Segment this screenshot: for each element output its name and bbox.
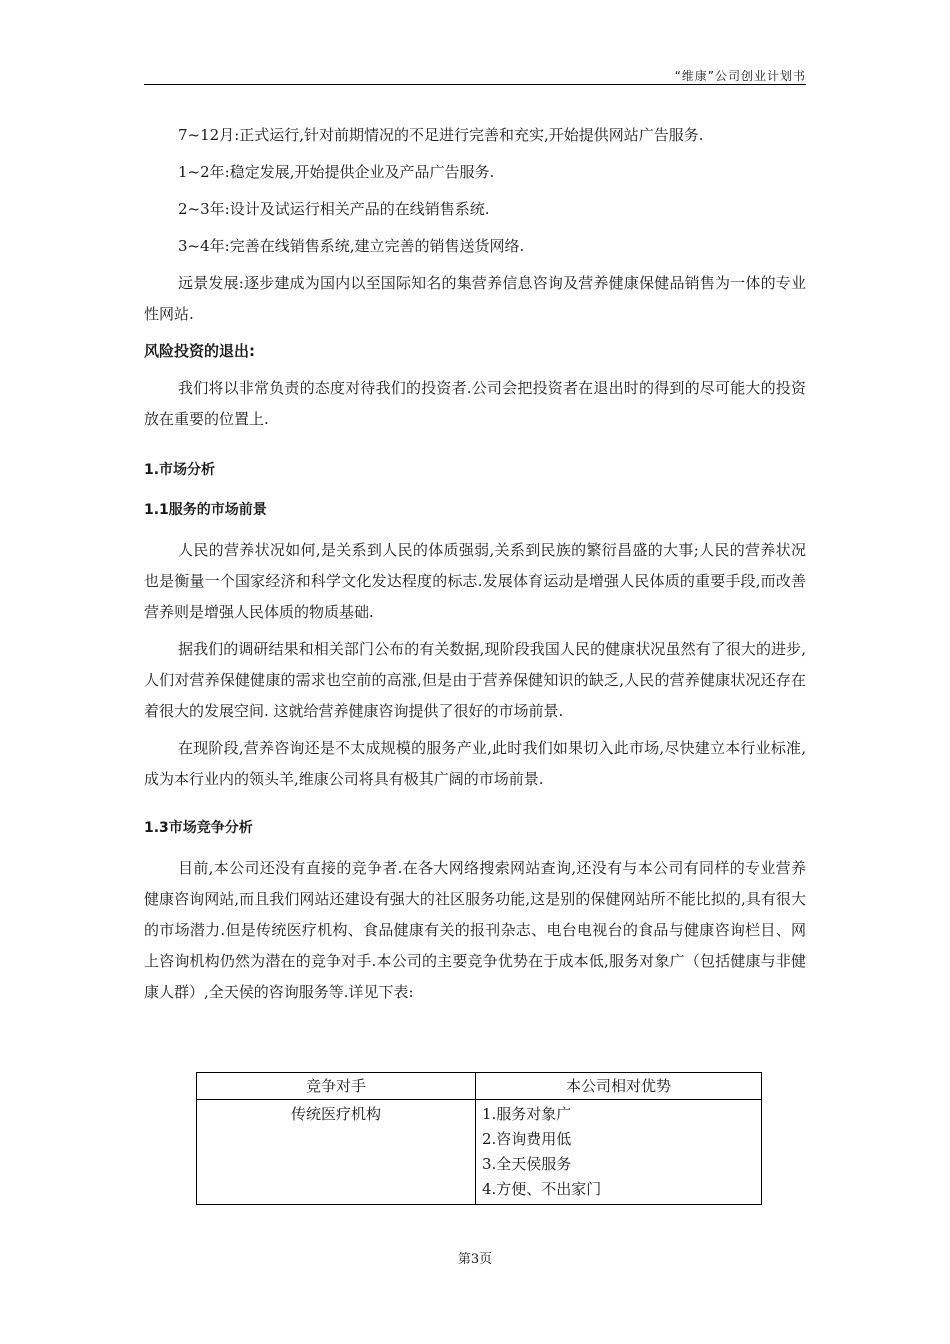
timeline-paragraph: 2~3年:设计及试运行相关产品的在线销售系统.: [178, 200, 490, 218]
table-cell-rival: 传统医疗机构: [197, 1100, 476, 1205]
advantage-item: 3.全天侯服务: [482, 1155, 572, 1173]
market-paragraph: 在现阶段,营养咨询还是不太成规模的服务产业,此时我们如果切入此市场,尽快建立本行业标准,成为本行业内的领头羊,维康公司将具有极其广阔的市场前景.: [144, 739, 806, 788]
market-heading: 1.市场分析: [144, 462, 216, 478]
advantage-item: 4.方便、不出家门: [482, 1180, 602, 1198]
timeline-paragraph: 7~12月:正式运行,针对前期情况的不足进行完善和充实,开始提供网站广告服务.: [178, 126, 704, 144]
advantage-item: 1.服务对象广: [482, 1105, 572, 1123]
timeline-paragraph: 远景发展:逐步建成为国内以至国际知名的集营养信息咨询及营养健康保健品销售为一体的专业性网站.: [144, 274, 806, 323]
table-header-row: [197, 1073, 762, 1100]
table-header-cell: 本公司相对优势: [476, 1073, 762, 1100]
table-row: [197, 1100, 762, 1205]
market-sub1-heading: 1.1服务的市场前景: [144, 502, 267, 518]
page-number: 第3页: [457, 1252, 493, 1267]
risk-paragraph: 我们将以非常负责的态度对待我们的投资者.公司会把投资者在退出时的得到的尽可能大的投资放在重要的位置上.: [144, 379, 806, 428]
table-header-cell: 竞争对手: [197, 1073, 476, 1100]
header-title: “维康”公司创业计划书: [674, 69, 806, 83]
page-body: [144, 120, 806, 1014]
header-divider: [144, 84, 806, 85]
competition-paragraph: 目前,本公司还没有直接的竞争者.在各大网络搜索网站查询,还没有与本公司有同样的专业营养健康咨询网站,而且我们网站还建设有强大的社区服务功能,这是别的保健网站所不能比拟的,具有很大的市场潜力.但是传统医疗机构、食品健康有关的报刊杂志、电台电视台的食品与健康咨询栏目、网上咨询机构仍然为潜在的竞争对手.本公司的主要竞争优势在于成本低,服务对象广（包括健康与非健康人群）,全天侯的咨询服务等.详见下表:: [144, 859, 806, 1001]
competition-table: [196, 1072, 762, 1205]
table-cell-advantages: [476, 1100, 762, 1205]
timeline-paragraph: 1~2年:稳定发展,开始提供企业及产品广告服务.: [178, 163, 495, 181]
market-sub3-heading: 1.3市场竞争分析: [144, 820, 253, 836]
market-paragraph: 人民的营养状况如何,是关系到人民的体质强弱,关系到民族的繁衍昌盛的大事;人民的营养状况也是衡量一个国家经济和科学文化发达程度的标志.发展体育运动是增强人民体质的重要手段,而改善营养则是增强人民体质的物质基础.: [144, 541, 806, 621]
risk-heading: 风险投资的退出:: [144, 342, 255, 360]
timeline-paragraph: 3~4年:完善在线销售系统,建立完善的销售送货网络.: [178, 237, 525, 255]
advantage-item: 2.咨询费用低: [482, 1130, 572, 1148]
market-paragraph: 据我们的调研结果和相关部门公布的有关数据,现阶段我国人民的健康状况虽然有了很大的进步,人们对营养保健健康的需求也空前的高涨,但是由于营养保健知识的缺乏,人民的营养健康状况还存在着很大的发展空间. 这就给营养健康咨询提供了很好的市场前景.: [144, 640, 806, 720]
